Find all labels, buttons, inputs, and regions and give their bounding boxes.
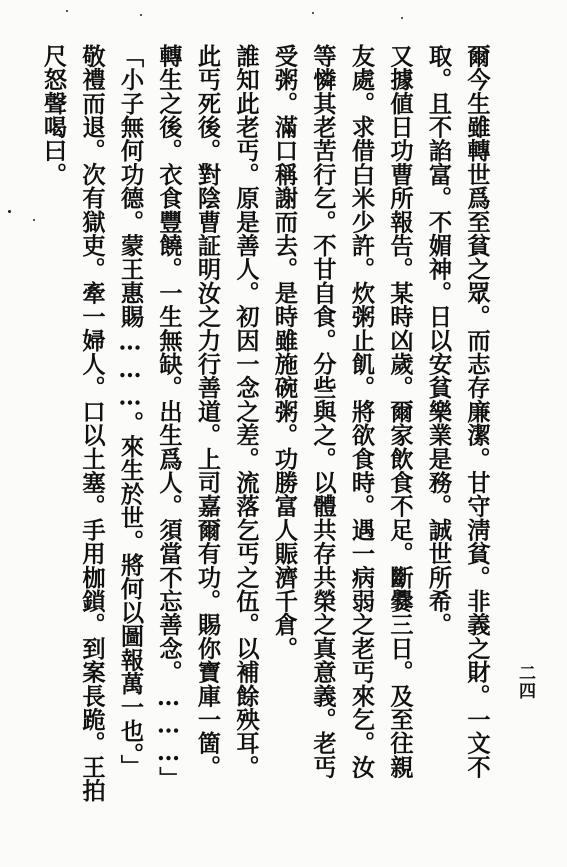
- scan-speck: [66, 10, 68, 12]
- text-column: 此丐死後。對陰曹証明汝之力行善道。上司嘉爾有功。賜你寶庫一箇。: [193, 44, 221, 779]
- text-column: 「小子無何功德。蒙王惠賜………。來生於世。將何以圖報萬一也。」: [116, 44, 144, 779]
- vertical-text-body: [35, 44, 497, 834]
- text-column: 轉生之後。衣食豐饒。一生無缺。出生爲人。須當不忘善念。………」: [155, 44, 182, 791]
- text-column: 取。且不諂富。不媚神。日以安貧樂業是務。誠世所希。: [424, 44, 452, 637]
- scan-speck: [140, 14, 142, 16]
- text-column: 受粥。滿口稱謝而去。是時雖施碗粥。功勝富人賑濟千倉。: [270, 44, 298, 661]
- text-column: 尺怒聲喝曰。: [39, 44, 67, 187]
- page-number: 二四: [515, 664, 535, 700]
- text-column: 爾今生雖轉世爲至貧之眾。而志存廉潔。甘守淸貧。非義之財。一文不: [463, 44, 490, 779]
- scan-speck: [33, 219, 35, 221]
- text-column: 誰知此老丐。原是善人。初因一念之差。流落乞丐之伍。以補餘殃耳。: [232, 44, 259, 779]
- scan-speck: [8, 210, 11, 213]
- scan-speck: [401, 17, 403, 19]
- text-column: 又據値日功曹所報告。某時凶歲。爾家飲食不足。斷爨三日。及至往親: [386, 44, 413, 779]
- text-column: 敬禮而退。次有獄吏。牽一婦人。口以土塞。手用枷鎖。到案長跪。王拍: [78, 44, 105, 803]
- scan-speck: [312, 12, 314, 14]
- text-column: 等憐其老苦行乞。不甘自食。分些與之。以體共存共榮之真意義。老丐: [309, 44, 336, 779]
- text-column: 友處。求借白米少許。炊粥止飢。將欲食時。遇一病弱之老丐來乞。汝: [347, 44, 375, 779]
